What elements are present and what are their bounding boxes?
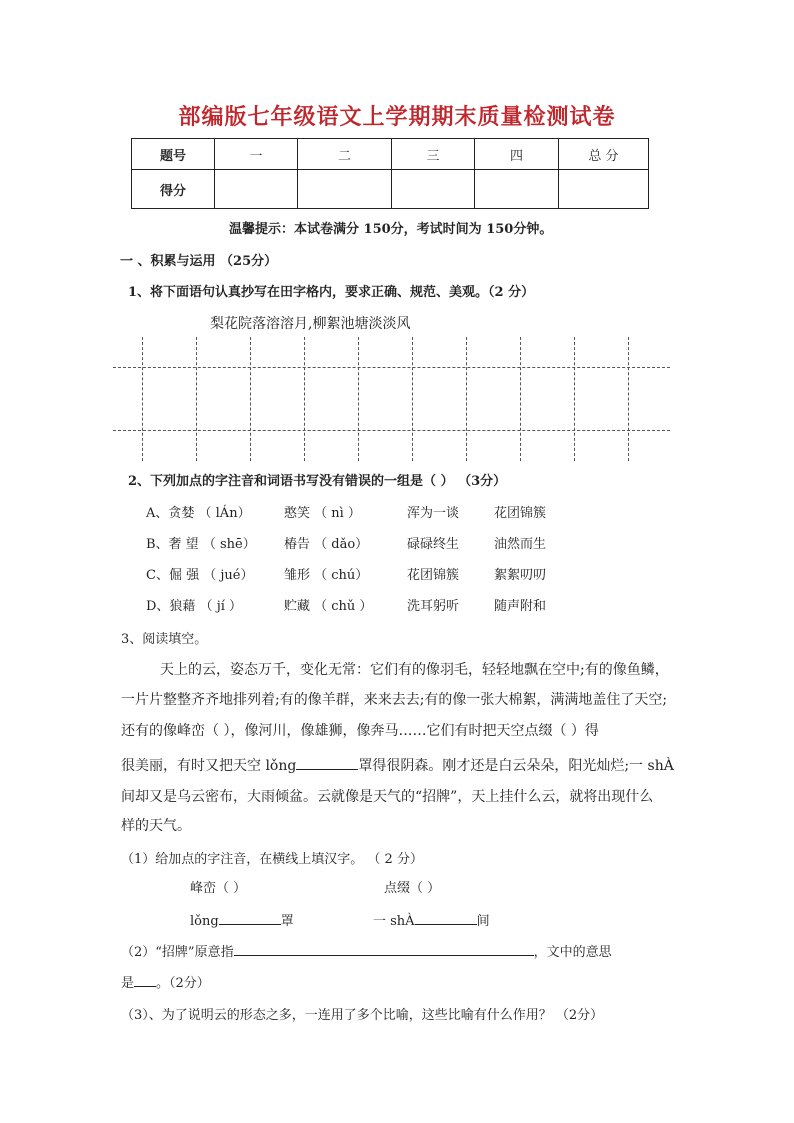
exam-tip: 温馨提示：本试卷满分 150分，考试时间为 150分钟。 <box>229 222 553 237</box>
score-cell[interactable] <box>215 170 298 209</box>
header-cell: 四 <box>475 139 559 170</box>
pinyin-blank[interactable]: 点缀（ ） <box>384 881 441 896</box>
passage-line: 间却又是乌云密布，大雨倾盆。云就像是天气的“招牌”，天上挂什么云，就将出现什么 <box>121 789 654 805</box>
score-cell[interactable] <box>559 170 649 209</box>
row-label-score: 得分 <box>132 170 215 209</box>
character-blank[interactable]: 一 shÀ 间 <box>373 910 490 929</box>
header-cell: 三 <box>392 139 475 170</box>
question-3-prompt: 3、阅读填空。 <box>121 632 208 647</box>
score-cell[interactable] <box>475 170 559 209</box>
pinyin-blank[interactable]: 峰峦（ ） <box>190 881 247 896</box>
sub-question-2-cont: 是 。（2分） <box>121 972 210 991</box>
passage-line: 样的天气。 <box>121 818 191 834</box>
character-blank[interactable]: lǒng 罩 <box>190 910 294 929</box>
header-cell: 一 <box>215 139 298 170</box>
copy-sentence: 梨花院落溶溶月,柳絮池塘淡淡风 <box>210 316 411 332</box>
header-cell: 二 <box>298 139 392 170</box>
score-cell[interactable] <box>298 170 392 209</box>
question-1-prompt: 1、将下面语句认真抄写在田字格内，要求正确、规范、美观。（2 分） <box>128 285 535 300</box>
score-cell[interactable] <box>392 170 475 209</box>
score-table <box>131 138 649 209</box>
question-2-prompt: 2、下列加点的字注音和词语书写没有错误的一组是（ ） （3分） <box>128 474 507 489</box>
answer-blank[interactable] <box>234 941 534 956</box>
sub-question-1: （1）给加点的字注音，在横线上填汉字。 （ 2 分） <box>121 852 423 867</box>
sub-question-3: （3）、为了说明云的形态之多，一连用了多个比喻，这些比喻有什么作用？ （2分） <box>121 1008 604 1023</box>
exam-title: 部编版七年级语文上学期期末质量检测试卷 <box>178 105 616 130</box>
sub-question-2: （2）“招牌”原意指 ，文中的意思 <box>121 941 612 960</box>
passage-line: 很美丽，有时又把天空 lǒng 罩得很阴森。刚才还是白云朵朵，阳光灿烂;一 shÀ <box>121 755 674 775</box>
row-label-question-number: 题号 <box>132 139 215 170</box>
passage-line: 还有的像峰峦（ ），像河川，像雄狮，像奔马……它们有时把天空点缀（ ）得 <box>121 723 599 739</box>
passage-line: 天上的云，姿态万千，变化无常：它们有的像羽毛，轻轻地飘在空中;有的像鱼鳞， <box>160 662 669 678</box>
section-heading: 一 、积累与运用 （25分） <box>120 254 278 269</box>
fill-blank[interactable] <box>296 755 358 770</box>
header-cell: 总 分 <box>559 139 649 170</box>
passage-line: 一片片整整齐齐地排列着;有的像羊群，来来去去;有的像一张大棉絮，满满地盖住了天空; <box>121 692 668 708</box>
answer-blank[interactable] <box>134 972 156 987</box>
